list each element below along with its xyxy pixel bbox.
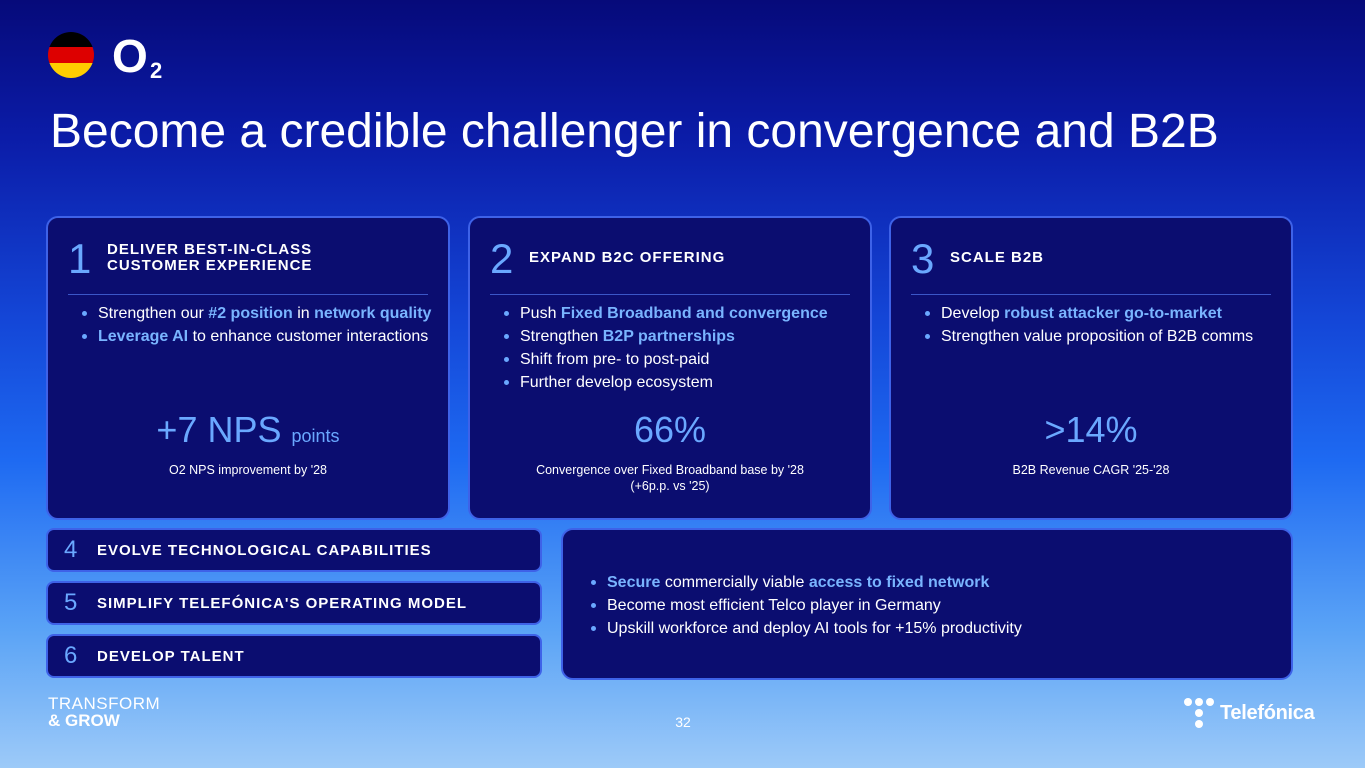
bullet-list	[923, 303, 1275, 349]
list-item: Secure commercially viable access to fixed network	[589, 572, 1275, 593]
transform-grow-logo: TRANSFORM & GROW	[48, 694, 161, 730]
germany-flag-icon	[48, 32, 94, 78]
card-heading: EXPAND B2C OFFERING	[529, 249, 726, 266]
list-item: Further develop ecosystem	[502, 372, 854, 393]
list-item: Push Fixed Broadband and convergence	[502, 303, 854, 324]
divider	[68, 294, 428, 295]
card-customer-experience	[46, 216, 450, 520]
bar-label: EVOLVE TECHNOLOGICAL CAPABILITIES	[97, 542, 432, 559]
kpi-label: O2 NPS improvement by '28	[168, 463, 327, 477]
bar-technological-capabilities	[46, 528, 542, 572]
divider	[911, 294, 1271, 295]
card-number: 3	[911, 235, 935, 282]
divider	[490, 294, 850, 295]
o2-logo: O 2	[112, 30, 163, 83]
bar-label: SIMPLIFY TELEFÓNICA'S OPERATING MODEL	[97, 595, 468, 612]
list-item: Strengthen our #2 position in network quality	[80, 303, 432, 324]
telefonica-wordmark: Telefónica	[1220, 702, 1315, 724]
kpi-label: B2B Revenue CAGR '25-'28	[1012, 463, 1170, 477]
bullet-list	[589, 572, 1275, 641]
page-title: Become a credible challenger in convergence and B2B	[50, 105, 1219, 158]
card-heading: DELIVER BEST-IN-CLASS CUSTOMER EXPERIENCE	[107, 241, 313, 274]
list-item: Strengthen B2P partnerships	[502, 326, 854, 347]
kpi-label: Convergence over Fixed Broadband base by '28 (+6p.p. vs '25)	[536, 463, 804, 493]
list-item: Strengthen value proposition of B2B comms	[923, 326, 1275, 347]
card-b2c-offering	[468, 216, 872, 520]
kpi-value: 66%	[633, 409, 707, 450]
bar-number: 6	[64, 642, 78, 669]
list-item: Leverage AI to enhance customer interactions	[80, 326, 432, 347]
bar-number: 4	[64, 536, 78, 563]
bullet-list	[502, 303, 854, 395]
list-item: Upskill workforce and deploy AI tools for +15% productivity	[589, 618, 1275, 639]
telefonica-logo	[1182, 696, 1322, 732]
list-item: Develop robust attacker go-to-market	[923, 303, 1275, 324]
bar-develop-talent	[46, 634, 542, 678]
bar-label: DEVELOP TALENT	[97, 648, 245, 665]
card-scale-b2b	[889, 216, 1293, 520]
bar-operating-model	[46, 581, 542, 625]
card-heading: SCALE B2B	[950, 249, 1045, 266]
bullet-list	[80, 303, 432, 349]
bar-number: 5	[64, 589, 78, 616]
page-number: 32	[675, 714, 691, 730]
card-number: 2	[490, 235, 514, 282]
enablers-panel	[561, 528, 1293, 680]
kpi-value: +7 NPS points	[156, 409, 340, 450]
kpi-value: >14%	[1044, 409, 1138, 450]
list-item: Shift from pre- to post-paid	[502, 349, 854, 370]
list-item: Become most efficient Telco player in Germany	[589, 595, 1275, 616]
card-number: 1	[68, 235, 92, 282]
telefonica-dots-icon	[1182, 696, 1216, 732]
